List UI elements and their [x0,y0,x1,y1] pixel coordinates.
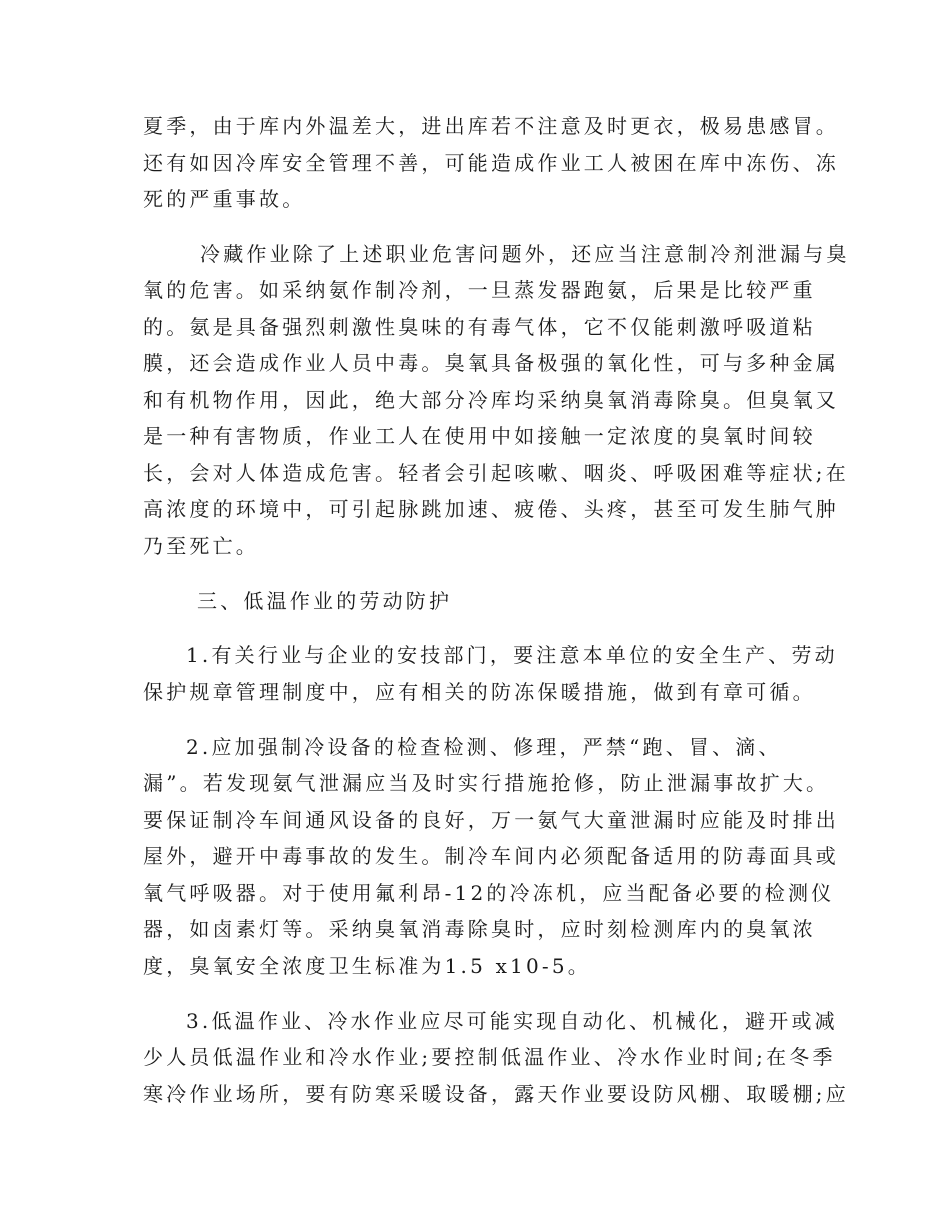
text-line: 夏季，由于库内外温差大，进出库若不注意及时更衣，极易患感冒。 [143,114,839,138]
text-line: 要保证制冷车间通风设备的良好，万一氨气大童泄漏时应能及时排出 [143,808,839,832]
text-line: 氧的危害。如采纳氨作制冷剂，一旦蒸发器跑氨，后果是比较严重 [143,278,816,302]
heading-text: 三、低温作业的劳动防护 [197,589,453,613]
text-line: 少人员低温作业和冷水作业;要控制低温作业、冷水作业时间;在冬季 [143,1045,836,1069]
text-line: 的。氨是具备强烈刺激性臭味的有毒气体，它不仅能刺激呼吸道粘 [143,315,816,339]
text-line: 寒冷作业场所，要有防寒采暖设备，露天作业要设防风棚、取暖棚;应 [143,1082,849,1106]
text-line: 屋外，避开中毒事故的发生。制冷车间内必须配备适用的防毒面具或 [143,844,839,868]
text-line: 保护规章管理制度中，应有相关的防冻保暖措施，做到有章可循。 [143,680,816,704]
text-line: 2.应加强制冷设备的检查检测、修理，严禁“跑、冒、滴、 [186,735,782,759]
text-line: 和有机物作用，因此，绝大部分冷库均采纳臭氧消毒除臭。但臭氧又 [143,388,839,412]
text-line: 漏”。若发现氨气泄漏应当及时实行措施抢修，防止泄漏事故扩大。 [143,771,830,795]
text-line: 还有如因冷库安全管理不善，可能造成作业工人被困在库中冻伤、冻 [143,151,839,175]
text-line: 长，会对人体造成危害。轻者会引起咳嗽、咽炎、呼吸困难等症状;在 [143,461,849,485]
text-line: 乃至死亡。 [143,534,259,558]
text-line: 冷藏作业除了上述职业危害问题外，还应当注意制冷剂泄漏与臭 [200,242,850,266]
text-line: 死的严重事故。 [143,187,306,211]
text-line: 高浓度的环境中，可引起脉跳加速、疲倦、头疼，甚至可发生肺气肿 [143,497,839,521]
text-line: 1.有关行业与企业的安技部门，要注意本单位的安全生产、劳动 [186,643,838,667]
text-line: 3.低温作业、冷水作业应尽可能实现自动化、机械化，避开或减 [186,1009,838,1033]
text-line: 膜，还会造成作业人员中毒。臭氧具备极强的氧化性，可与多种金属 [143,351,839,375]
text-line: 氧气呼吸器。对于使用氟利昂-12的冷冻机，应当配备必要的检测仪 [143,881,835,905]
text-line: 是一种有害物质，作业工人在使用中如接触一定浓度的臭氧时间较 [143,424,816,448]
text-line: 器，如卤素灯等。采纳臭氧消毒除臭时，应时刻检测库内的臭氧浓 [143,917,816,941]
text-line: 度，臭氧安全浓度卫生标准为1.5 x10-5。 [143,954,591,978]
